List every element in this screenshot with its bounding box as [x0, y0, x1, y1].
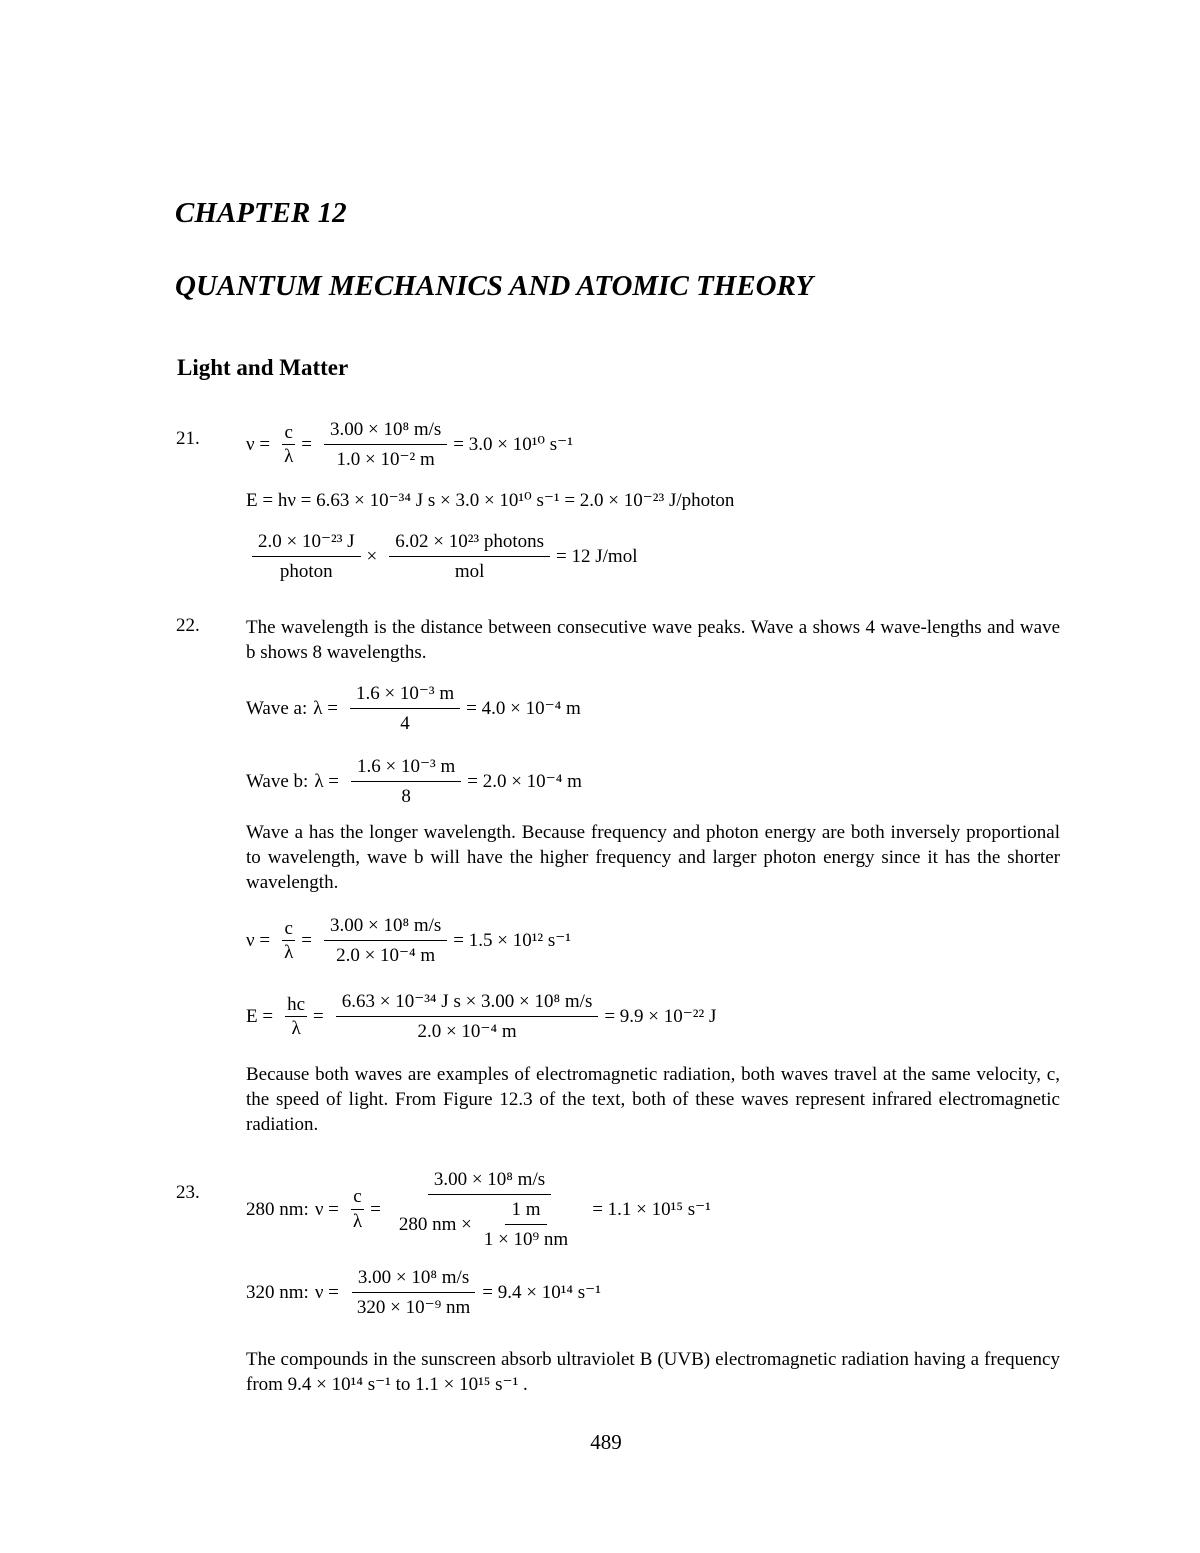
p21-energy-line: E = hν = 6.63 × 10⁻³⁴ J s × 3.0 × 10¹⁰ s⁻¹ = 2.0 × 10⁻²³ J/photon: [246, 490, 735, 511]
p23-conclusion: The compounds in the sunscreen absorb ultraviolet B (UVB) electromagnetic radiation having a frequency from 9.4 × 10¹⁴ s⁻¹ to 1.1 × 10¹⁵ s⁻¹ .: [246, 1349, 1060, 1395]
p21-nu-result: = 3.0 × 10¹⁰ s⁻¹: [453, 434, 573, 456]
p21-energy-per-photon: $\frac{\text{2.0 × 10⁻²³ J}}{\text{photon}}$: [252, 530, 361, 584]
p22-comparison: Wave a has the longer wavelength. Because frequency and photon energy are both inversely proportional to wavelength, wave b will have the higher frequency and larger photon energy since it has the shorter wavelength.: [246, 822, 1060, 893]
chapter-number: CHAPTER 12: [175, 197, 347, 229]
p23-320nm-fraction: $\frac{\text{3.00 × 10⁸ m/s}}{\text{320 × 10⁻⁹ nm}}$: [351, 1266, 476, 1320]
p22-intro: The wavelength is the distance between consecutive wave peaks. Wave a shows 4 wave-lengths and wave b shows 8 wavelengths.: [246, 617, 1060, 663]
p21-nu-lhs: ν =: [246, 434, 271, 456]
p22-energy-fraction: $\frac{\text{6.63 × 10⁻³⁴ J s × 3.00 × 10⁸ m/s}}{\text{2.0 × 10⁻⁴ m}}$: [336, 990, 599, 1044]
p22-frequency-result: = 1.5 × 10¹² s⁻¹: [453, 930, 571, 952]
chapter-title: QUANTUM MECHANICS AND ATOMIC THEORY: [175, 270, 814, 302]
p22-frequency-fraction: $\frac{\text{3.00 × 10⁸ m/s}}{\text{2.0 × 10⁻⁴ m}}$: [324, 914, 447, 968]
p23-280nm-result: = 1.1 × 10¹⁵ s⁻¹: [592, 1199, 711, 1221]
p22-wave-a-fraction: $\frac{\text{1.6 × 10⁻³ m}}{4}$: [350, 682, 460, 736]
p22-wave-b-result: = 2.0 × 10⁻⁴ m: [467, 771, 582, 793]
p21-nu-fraction: $\frac{\text{3.00 × 10⁸ m/s}}{\text{1.0 × 10⁻² m}}$: [324, 418, 447, 472]
p21-molar-energy-equation: $\frac{\text{2.0 × 10⁻²³ J}}{\text{photon}}$ × $\frac{\text{6.02 × 10²³ photons}}{\text{mol}}$ = 12 J/mol: [246, 530, 643, 584]
page-number: 489: [590, 1430, 622, 1454]
problem-number-21: 21.: [176, 428, 200, 449]
p22-wave-b-equation: Wave b: λ = $\frac{\text{1.6 × 10⁻³ m}}{8}$ = 2.0 × 10⁻⁴ m: [246, 756, 582, 807]
p22-frequency-equation: ν = $\frac{c}{\lambda}$ = $\frac{\text{3.00 × 10⁸ m/s}}{\text{2.0 × 10⁻⁴ m}}$ = 1.5 × 10¹² s⁻¹: [246, 915, 571, 966]
p21-frequency-equation: ν = $\frac{c}{\lambda}$ = $\frac{\text{3.00 × 10⁸ m/s}}{\text{1.0 × 10⁻² m}}$ = 3.0 × 10¹⁰ s⁻¹: [246, 419, 573, 470]
problem-number-23: 23.: [176, 1182, 200, 1203]
p23-320nm-result: = 9.4 × 10¹⁴ s⁻¹: [482, 1282, 601, 1304]
p22-energy-equation: E = $\frac{hc}{\lambda}$ = $\frac{\text{6.63 × 10⁻³⁴ J s × 3.00 × 10⁸ m/s}}{\text{2.0 × 10⁻⁴ m}}$ = 9.9 × 10⁻²² J: [246, 991, 717, 1042]
p23-unit-conversion: $\frac{1 m}{\text{1 × 10⁹ nm}}$: [483, 1198, 569, 1250]
p21-avogadro-fraction: $\frac{\text{6.02 × 10²³ photons}}{\text{mol}}$: [389, 530, 550, 584]
p22-wave-a-equation: Wave a: λ = $\frac{\text{1.6 × 10⁻³ m}}{4}$ = 4.0 × 10⁻⁴ m: [246, 683, 581, 734]
p22-wave-b-fraction: $\frac{\text{1.6 × 10⁻³ m}}{8}$: [351, 755, 461, 809]
p23-280nm-fraction: 3.00 × 10⁸ m/s 280 nm × $\frac{1 m}{\text{1 × 10⁹ nm}}$: [393, 1168, 586, 1251]
p21-molar-result: = 12 J/mol: [556, 546, 638, 568]
p23-280nm-equation: 280 nm: ν = $\frac{c}{\lambda}$ = 3.00 × 10⁸ m/s 280 nm × $\frac{1 m}{\text{1 × 10⁹ nm}}$ = 1.1 × 10¹⁵ s⁻¹: [246, 1169, 711, 1250]
p22-energy-result: = 9.9 × 10⁻²² J: [604, 1006, 717, 1028]
p21-c-over-lambda: $\frac{c}{\lambda}$: [284, 421, 294, 468]
p22-wave-a-result: = 4.0 × 10⁻⁴ m: [466, 698, 581, 720]
problem-number-22: 22.: [176, 615, 200, 636]
p22-conclusion: Because both waves are examples of electromagnetic radiation, both waves travel at the same velocity, c, the speed of light. From Figure 12.3 of the text, both of these waves represent infrared electromagnetic radiation.: [246, 1064, 1060, 1135]
section-heading: Light and Matter: [177, 355, 349, 380]
p23-320nm-equation: 320 nm: ν = $\frac{\text{3.00 × 10⁸ m/s}}{\text{320 × 10⁻⁹ nm}}$ = 9.4 × 10¹⁴ s⁻¹: [246, 1267, 601, 1318]
